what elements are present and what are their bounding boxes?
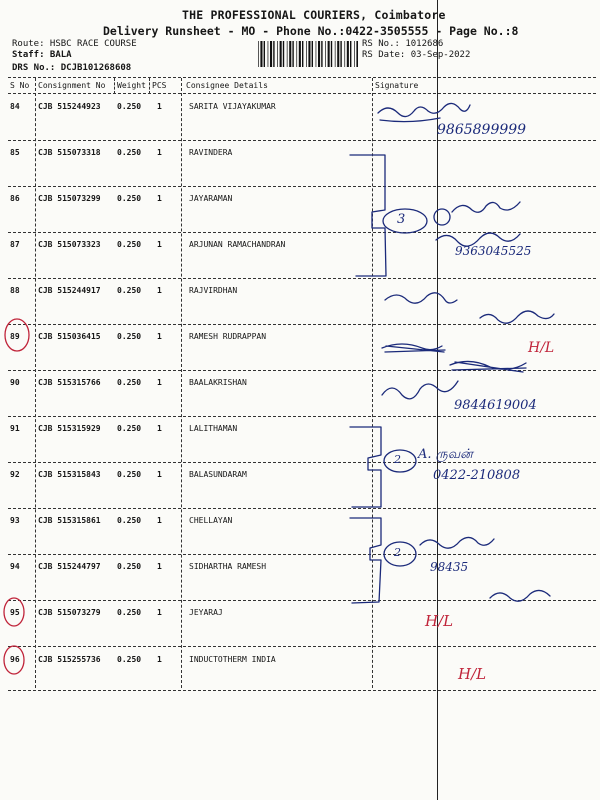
- row-divider: [8, 690, 596, 691]
- barcode-bar: [350, 41, 351, 67]
- row-consignee: RAMESH RUDRAPPAN: [189, 332, 267, 341]
- row-sno: 88: [10, 286, 20, 295]
- hl-mark-95: H/L: [425, 612, 454, 630]
- handwritten-name-91: A. ருவன்: [418, 447, 473, 462]
- row-consignment: CJB 515244797: [38, 562, 101, 571]
- row-pcs: 1: [157, 378, 162, 387]
- row-weight: 0.250: [117, 655, 142, 664]
- row-consignee: BALASUNDARAM: [189, 470, 247, 479]
- col-divider: [114, 78, 115, 94]
- row-consignment: CJB 515073299: [38, 194, 101, 203]
- staff-label: Staff: BALA: [12, 50, 72, 60]
- row-weight: 0.250: [117, 424, 142, 433]
- signature-88: [385, 293, 457, 303]
- barcode-bar: [321, 41, 322, 67]
- row-consignee: BAALAKRISHAN: [189, 378, 247, 387]
- barcode-bar: [335, 41, 336, 67]
- row-sno: 96: [10, 655, 20, 664]
- row-consignee: LALITHAMAN: [189, 424, 238, 433]
- col-divider: [181, 78, 182, 688]
- row-consignment: CJB 515315861: [38, 516, 101, 525]
- row-pcs: 1: [157, 516, 162, 525]
- signature-87: [452, 202, 520, 212]
- barcode-bar: [258, 41, 259, 67]
- hl-mark-89: H/L: [528, 340, 555, 356]
- row-consignment: CJB 515315766: [38, 378, 101, 387]
- row-divider: [8, 140, 596, 141]
- barcode-bar: [296, 41, 297, 67]
- barcode-bar: [325, 41, 326, 67]
- row-consignment: CJB 515073323: [38, 240, 101, 249]
- row-sno: 90: [10, 378, 20, 387]
- row-divider: [8, 186, 596, 187]
- barcode-bar: [344, 41, 345, 67]
- route-label: Route: HSBC RACE COURSE: [12, 39, 137, 49]
- barcode-bar: [287, 41, 288, 67]
- row-pcs: 1: [157, 562, 162, 571]
- row-weight: 0.250: [117, 332, 142, 341]
- row-pcs: 1: [157, 424, 162, 433]
- row-consignment: CJB 515073318: [38, 148, 101, 157]
- signature-84: [378, 103, 470, 116]
- row-consignment: CJB 515255736: [38, 655, 101, 664]
- group-bracket-3: [350, 518, 381, 603]
- rs-date: RS Date: 03-Sep-2022: [362, 50, 471, 60]
- barcode-bar: [340, 41, 341, 67]
- barcode-bar: [308, 41, 310, 67]
- barcode-bar: [306, 41, 307, 67]
- row-pcs: 1: [157, 286, 162, 295]
- row-consignee: ARJUNAN RAMACHANDRAN: [189, 240, 286, 249]
- row-consignee: INDUCTOTHERM INDIA: [189, 655, 276, 664]
- row-pcs: 1: [157, 240, 162, 249]
- row-consignment: CJB 515244917: [38, 286, 101, 295]
- handwritten-count-3: 2: [394, 546, 401, 559]
- row-divider: [8, 232, 596, 233]
- barcode-bar: [318, 41, 320, 67]
- handwritten-phone-90: 9844619004: [454, 398, 537, 413]
- row-weight: 0.250: [117, 470, 142, 479]
- company-title: THE PROFESSIONAL COURIERS, Coimbatore: [182, 8, 446, 22]
- scribble-89: [382, 344, 445, 352]
- row-divider: [8, 508, 596, 509]
- barcode-bar: [354, 41, 355, 67]
- row-divider: [8, 324, 596, 325]
- col-header-consignee: Consignee Details: [186, 81, 268, 90]
- rs-number: RS No.: 1012686: [362, 39, 444, 49]
- row-weight: 0.250: [117, 194, 142, 203]
- signature-90: [382, 381, 458, 399]
- runsheet-subtitle: Delivery Runsheet - MO - Phone No.:0422-3505555 - Page No.:8: [103, 24, 519, 38]
- row-weight: 0.250: [117, 102, 142, 111]
- row-divider: [8, 462, 596, 463]
- barcode-bar: [283, 41, 284, 67]
- handwritten-phone-92: 0422-210808: [433, 468, 521, 483]
- row-pcs: 1: [157, 194, 162, 203]
- row-pcs: 1: [157, 655, 162, 664]
- barcode-bar: [337, 41, 339, 67]
- row-divider: [8, 416, 596, 417]
- barcode-bar: [292, 41, 293, 67]
- barcode-bar: [347, 41, 349, 67]
- row-pcs: 1: [157, 470, 162, 479]
- row-sno: 93: [10, 516, 20, 525]
- row-sno: 85: [10, 148, 20, 157]
- row-consignee: SIDHARTHA RAMESH: [189, 562, 267, 571]
- row-consignment: CJB 515315843: [38, 470, 101, 479]
- signature-88b: [480, 311, 554, 323]
- barcode-bar: [331, 41, 332, 67]
- handwritten-phone-84: 9865899999: [437, 122, 527, 138]
- row-consignee: JEYARAJ: [189, 608, 223, 617]
- row-weight: 0.250: [117, 562, 142, 571]
- row-weight: 0.250: [117, 608, 142, 617]
- col-header-pcs: PCS: [152, 81, 167, 90]
- barcode-bar: [273, 41, 274, 67]
- barcode-bar: [299, 41, 301, 67]
- barcode: [258, 41, 358, 67]
- handwritten-phone-94: 98435: [430, 560, 469, 574]
- row-sno: 91: [10, 424, 20, 433]
- barcode-bar: [260, 41, 262, 67]
- barcode-bar: [264, 41, 265, 67]
- row-pcs: 1: [157, 102, 162, 111]
- row-weight: 0.250: [117, 286, 142, 295]
- barcode-bar: [277, 41, 278, 67]
- row-consignee: SARITA VIJAYAKUMAR: [189, 102, 276, 111]
- col-header-signature: Signature: [375, 81, 419, 90]
- row-weight: 0.250: [117, 378, 142, 387]
- row-sno: 94: [10, 562, 20, 571]
- row-consignee: RAVINDERA: [189, 148, 233, 157]
- row-weight: 0.250: [117, 240, 142, 249]
- row-sno: 86: [10, 194, 20, 203]
- row-sno: 87: [10, 240, 20, 249]
- row-weight: 0.250: [117, 516, 142, 525]
- row-consignment: CJB 515036415: [38, 332, 101, 341]
- barcode-bar: [289, 41, 291, 67]
- hl-mark-96: H/L: [458, 665, 487, 683]
- barcode-bar: [302, 41, 303, 67]
- row-divider: [8, 278, 596, 279]
- row-consignment: CJB 515073279: [38, 608, 101, 617]
- group-bracket-2: [350, 427, 381, 507]
- signature-84-underline: [380, 118, 440, 122]
- barcode-bar: [268, 41, 269, 67]
- row-weight: 0.250: [117, 148, 142, 157]
- row-divider: [8, 646, 596, 647]
- row-pcs: 1: [157, 332, 162, 341]
- table-top-border: [8, 77, 596, 78]
- row-consignment: CJB 515244923: [38, 102, 101, 111]
- row-pcs: 1: [157, 148, 162, 157]
- row-sno: 89: [10, 332, 20, 341]
- barcode-bar: [280, 41, 282, 67]
- col-header-consignment: Consignment No: [38, 81, 106, 90]
- barcode-bar: [270, 41, 272, 67]
- row-consignee: CHELLAYAN: [189, 516, 233, 525]
- drs-number: DRS No.: DCJB101268608: [12, 63, 132, 73]
- handwritten-count-1: 3: [397, 212, 406, 227]
- row-divider: [8, 370, 596, 371]
- row-sno: 92: [10, 470, 20, 479]
- col-header-weight: Weight: [117, 81, 146, 90]
- row-consignment: CJB 515315929: [38, 424, 101, 433]
- row-divider: [8, 600, 596, 601]
- col-header-sno: S No: [10, 81, 30, 90]
- group-bracket-1: [350, 155, 386, 276]
- barcode-bar: [312, 41, 313, 67]
- barcode-bar: [356, 41, 358, 67]
- handwritten-phone-87: 9363045525: [455, 244, 532, 258]
- row-consignee: RAJVIRDHAN: [189, 286, 238, 295]
- signature-94: [420, 537, 494, 548]
- page-fold-line: [437, 0, 438, 800]
- row-consignee: JAYARAMAN: [189, 194, 233, 203]
- barcode-bar: [328, 41, 330, 67]
- row-divider: [8, 554, 596, 555]
- row-sno: 84: [10, 102, 20, 111]
- col-divider: [149, 78, 150, 94]
- barcode-bar: [316, 41, 317, 67]
- col-divider: [372, 78, 373, 688]
- row-sno: 95: [10, 608, 20, 617]
- row-pcs: 1: [157, 608, 162, 617]
- handwritten-count-2: 2: [394, 453, 401, 466]
- table-header-border: [8, 93, 596, 94]
- col-divider: [35, 78, 36, 688]
